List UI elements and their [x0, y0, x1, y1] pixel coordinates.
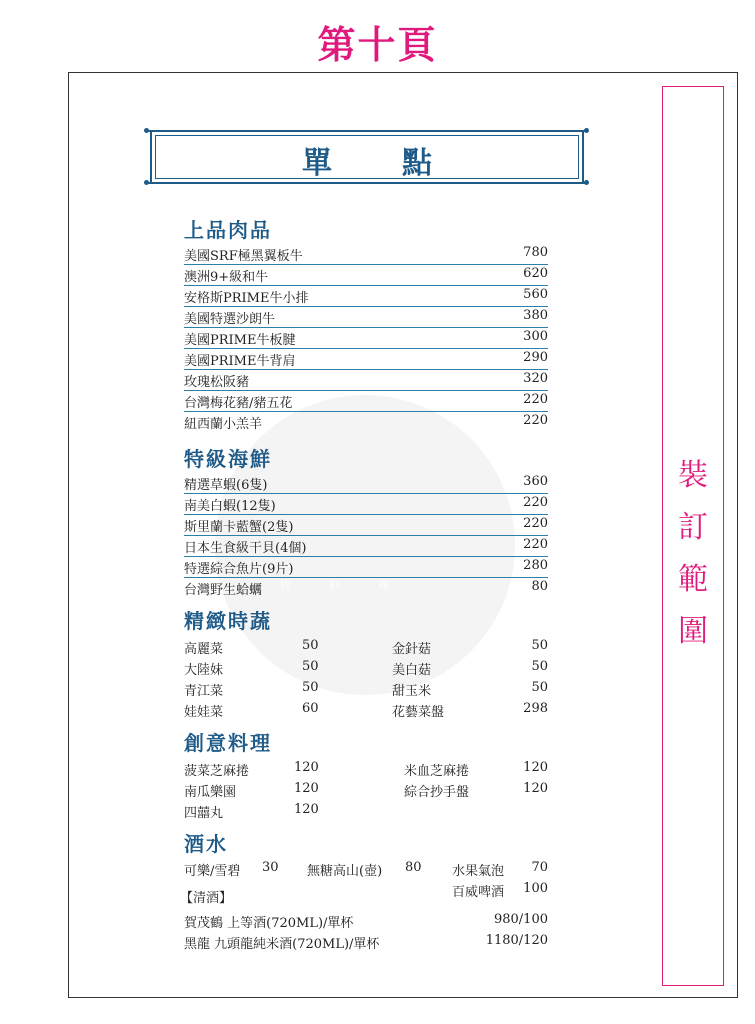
menu-item-price: 120: [294, 760, 319, 775]
menu-item-price: 50: [531, 638, 548, 653]
menu-item: 美國特選沙朗牛 380: [184, 308, 548, 327]
menu-item-price: 70: [531, 860, 548, 875]
menu-item-price: 298: [523, 701, 548, 716]
menu-item: 玫瑰松阪豬 320: [184, 371, 548, 390]
banner-corner-dot: [144, 180, 149, 185]
menu-item-price: 50: [302, 680, 319, 695]
menu-item-name: 綜合抄手盤: [404, 785, 470, 800]
menu-item-name: 南瓜樂園: [184, 785, 237, 800]
menu-item-price: 50: [531, 659, 548, 674]
menu-item: 台灣野生蛤蠣 80: [184, 579, 548, 598]
menu-item-name: 花藝菜盤: [392, 705, 445, 720]
menu-item: 精選草蝦(6隻) 360: [184, 474, 548, 493]
menu-item-name: 水果氣泡: [452, 864, 505, 879]
watermark-subtext: 物料理: [280, 579, 427, 592]
banner-corner-dot: [144, 128, 149, 133]
menu-item-price: 120: [294, 802, 319, 817]
menu-item-price: 50: [302, 659, 319, 674]
menu-item-name: 高麗菜: [184, 642, 224, 657]
section-title-vegetables: 精緻時蔬: [184, 609, 272, 633]
banner-corner-dot: [584, 180, 589, 185]
menu-item: 南美白蝦(12隻) 220: [184, 495, 548, 514]
menu-item: 澳洲9+級和牛 620: [184, 266, 548, 285]
menu-item-name: 黑龍 九頭龍純米酒(720ML)/單杯: [184, 937, 380, 952]
menu-item-name: 米血芝麻捲: [404, 764, 470, 779]
banner-bottom-line: [146, 182, 588, 184]
banner-top-line: [146, 130, 588, 132]
menu-item-name: 甜玉米: [392, 684, 432, 699]
menu-item-name: 大陸妹: [184, 663, 224, 678]
menu-item: 安格斯PRIME牛小排 560: [184, 287, 548, 306]
menu-item-name: 娃娃菜: [184, 705, 224, 720]
section-title-drinks: 酒水: [184, 832, 228, 856]
menu-item: 台灣梅花豬/豬五花 220: [184, 392, 548, 411]
banner-corner-dot: [584, 128, 589, 133]
menu-item: 日本生食級干貝(4個) 220: [184, 537, 548, 556]
menu-item-name: 美白菇: [392, 663, 432, 678]
menu-item-name: 四囍丸: [184, 806, 224, 821]
banner-title: 單點: [302, 146, 502, 181]
menu-item-name: 無糖高山(壺): [307, 864, 383, 879]
menu-item-name: 可樂/雪碧: [184, 864, 241, 879]
menu-item-price: 120: [523, 781, 548, 796]
menu-item-price: 50: [302, 638, 319, 653]
binding-label: 裝 訂 範 圍: [678, 458, 708, 649]
section-title-meat: 上品肉品: [184, 218, 272, 242]
menu-item-price: 50: [531, 680, 548, 695]
section-title-seafood: 特級海鮮: [184, 447, 272, 471]
menu-item: 斯里蘭卡藍蟹(2隻) 220: [184, 516, 548, 535]
menu-item-name: 百威啤酒: [452, 885, 505, 900]
menu-item: 美國PRIME牛板腱 300: [184, 329, 548, 348]
menu-item-price: 60: [302, 701, 319, 716]
page-title: 第十頁: [317, 23, 438, 67]
menu-item-price: 80: [405, 860, 422, 875]
menu-item-price: 100: [523, 881, 548, 896]
menu-item: 紐西蘭小羔羊 220: [184, 413, 548, 432]
menu-item-price: 1180/120: [485, 933, 548, 948]
menu-item-price: 980/100: [493, 912, 548, 927]
menu-item-name: 金針菇: [392, 642, 432, 657]
menu-item-price: 30: [262, 860, 279, 875]
menu-item: 特選綜合魚片(9片) 280: [184, 558, 548, 577]
menu-item: 美國PRIME牛背肩 290: [184, 350, 548, 369]
menu-item-price: 120: [523, 760, 548, 775]
menu-item-name: 菠菜芝麻捲: [184, 764, 250, 779]
menu-item: 美國SRF極黑翼板牛 780: [184, 245, 548, 264]
menu-item-name: 青江菜: [184, 684, 224, 699]
menu-item-name: 賀茂鶴 上等酒(720ML)/單杯: [184, 916, 354, 931]
sake-label: 【清酒】: [180, 891, 233, 906]
section-title-creative: 創意料理: [184, 731, 272, 755]
menu-item-price: 120: [294, 781, 319, 796]
